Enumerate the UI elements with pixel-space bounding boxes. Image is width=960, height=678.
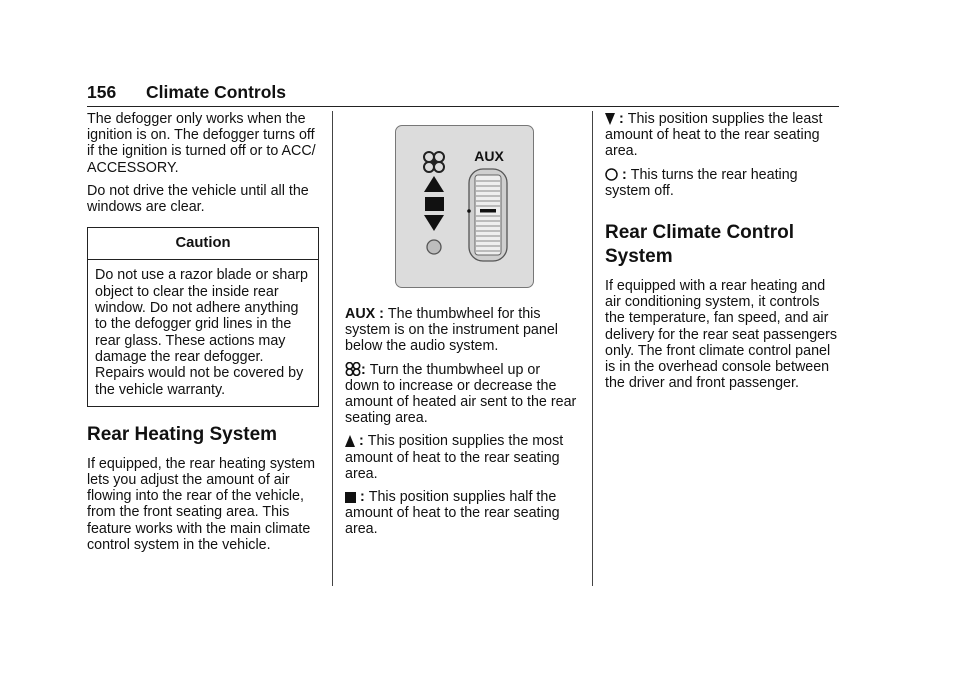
aux-label: AUX : xyxy=(345,306,384,322)
column-3 xyxy=(605,111,840,398)
column-divider xyxy=(332,111,333,586)
down-text: This position supplies the least amount of heat to the rear seating area. xyxy=(605,111,823,160)
up-triangle-icon xyxy=(345,435,355,447)
fan-description: : Turn the thumbwheel up or down to increase or decrease the amount of heated air sent to the rear seating area. xyxy=(345,361,577,427)
section-title: Climate Controls xyxy=(146,82,287,102)
up-text: This position supplies the most amount of heat to the rear seating area. xyxy=(345,433,564,482)
up-triangle-icon xyxy=(424,176,444,192)
page-number: 156 xyxy=(87,82,117,102)
square-icon xyxy=(425,197,444,211)
fan-icon xyxy=(345,362,361,376)
caution-title: Caution xyxy=(88,228,318,260)
caution-box xyxy=(87,227,319,407)
caution-body: Do not use a razor blade or sharp object to clear the inside rear window. Do not adhere anything to the defogger grid lines in the rear glass. These actions may damage the rear defogger. Repairs would not be covered by the vehicle warranty. xyxy=(95,267,308,398)
square-text: This position supplies half the amount of heat to the rear seating area. xyxy=(345,489,560,538)
down-triangle-icon xyxy=(605,113,615,125)
aux-control-figure xyxy=(395,125,534,288)
aux-figure-label: AUX xyxy=(474,148,504,164)
aux-description xyxy=(345,306,577,355)
aux-text: The thumbwheel for this system is on the instrument panel below the audio system. xyxy=(345,306,558,355)
defogger-paragraph: The defogger only works when the ignition is on. The defogger turns off if the ignition is turned off or to ACC/ ACCESSORY. xyxy=(87,111,316,176)
square-icon xyxy=(345,491,356,503)
rear-heating-paragraph: If equipped, the rear heating system lets you adjust the amount of air flowing into the rear of the vehicle, from the front seating area. This feature works with the main climate control system in the vehicle. xyxy=(87,455,316,553)
thumbwheel xyxy=(467,169,507,261)
off-circle-icon xyxy=(427,240,441,254)
column-divider xyxy=(592,111,593,586)
fan-text: Turn the thumbwheel up or down to increase or decrease the amount of heated air sent to the rear seating area. xyxy=(345,361,577,427)
off-description: : This turns the rear heating system off. xyxy=(605,166,798,199)
down-description: : This position supplies the least amount of heat to the rear seating area. xyxy=(605,111,823,160)
aux-control-illustration xyxy=(396,126,533,287)
rear-climate-heading: Rear Climate Control System xyxy=(605,222,794,268)
off-text: This turns the rear heating system off. xyxy=(605,166,798,199)
column-2 xyxy=(345,111,577,545)
down-triangle-icon xyxy=(424,215,444,231)
rear-heating-heading: Rear Heating System xyxy=(87,423,278,445)
page-header xyxy=(87,82,839,107)
column-1 xyxy=(87,111,325,560)
fan-icon xyxy=(424,152,444,172)
square-description: : This position supplies half the amount of heat to the rear seating area. xyxy=(345,489,560,538)
drive-warning-paragraph: Do not drive the vehicle until all the windows are clear. xyxy=(87,182,309,216)
off-circle-icon xyxy=(605,168,618,181)
up-description: : This position supplies the most amount of heat to the rear seating area. xyxy=(345,433,564,482)
rear-climate-paragraph: If equipped with a rear heating and air conditioning system, it controls the temperature, fan speed, and air delivery for the rear seat passengers only. The front climate control panel is in the overhead console between the driver and front passenger. xyxy=(605,278,838,392)
